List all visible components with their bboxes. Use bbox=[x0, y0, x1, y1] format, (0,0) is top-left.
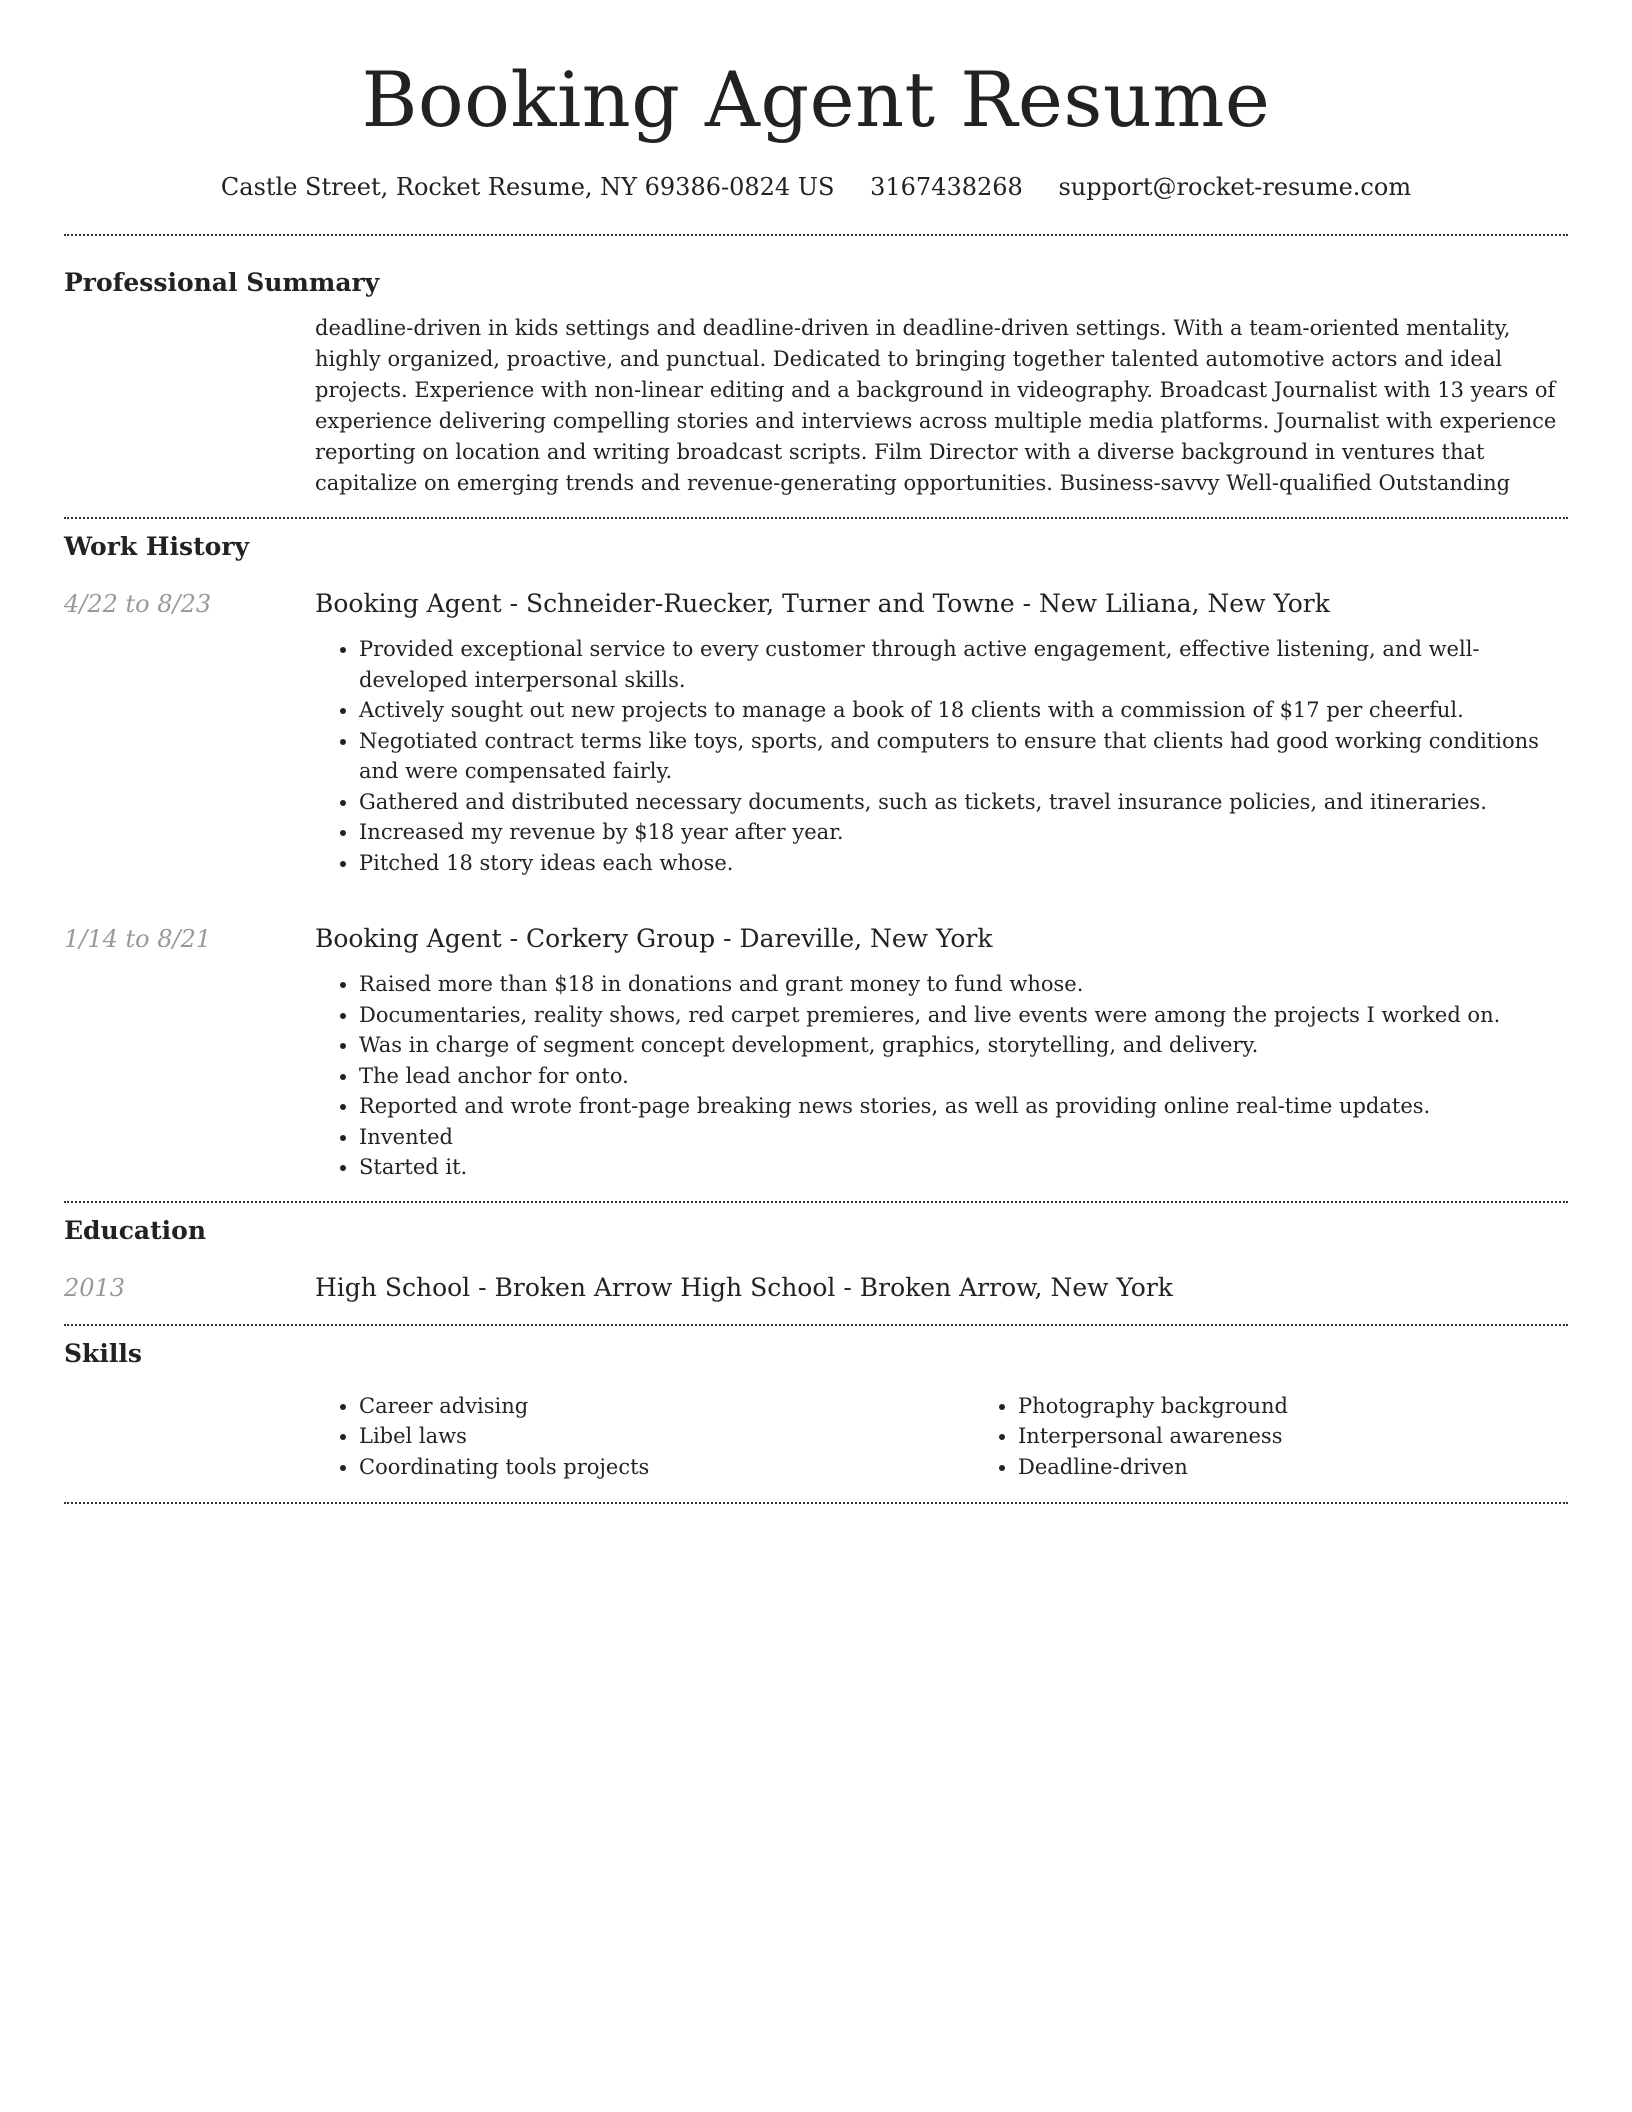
resume-title: Booking Agent Resume bbox=[361, 55, 1271, 144]
job-dates: 1/14 to 8/21 bbox=[64, 925, 212, 953]
list-item: • Negotiated contract terms like toys, sports, and computers to ensure that clients had good working conditions and were compensated fairly. bbox=[359, 726, 1568, 787]
skills-list-left bbox=[315, 1391, 974, 1483]
work-heading: Work History bbox=[64, 532, 250, 561]
skills-section bbox=[64, 1326, 1568, 1483]
summary-text: deadline-driven in kids settings and deadline-driven in deadline-driven settings. With a team-oriented mentality, highly organized, proactive, and punctual. Dedicated to bringing together talented automotive actors and ideal projects. Experience with non-linear editing and a background in videography. Broadcast Journalist with 13 years of experience delivering compelling stories and interviews across multiple media platforms. Journalist with experience reporting on location and writing broadcast scripts. Film Director with a diverse background in ventures that capitalize on emerging trends and revenue-generating opportunities. Business-savvy Well-qualified Outstanding bbox=[315, 316, 1557, 495]
contact-address: Castle Street, Rocket Resume, NY 69386-0824 US bbox=[220, 173, 835, 201]
skill-item: • Photography background bbox=[1018, 1391, 1632, 1422]
summary-section bbox=[64, 236, 1568, 499]
list-item: • Pitched 18 story ideas each whose. bbox=[359, 848, 1568, 879]
skill-item: • Deadline-driven bbox=[1018, 1452, 1632, 1483]
list-item: • Was in charge of segment concept development, graphics, storytelling, and delivery. bbox=[359, 1030, 1568, 1061]
list-item: • The lead anchor for onto. bbox=[359, 1061, 1568, 1092]
education-section bbox=[64, 1203, 1568, 1305]
list-item: • Documentaries, reality shows, red carpet premieres, and live events were among the projects I worked on. bbox=[359, 1000, 1568, 1031]
skills-list-right bbox=[974, 1391, 1632, 1483]
job-heading: Booking Agent - Schneider-Ruecker, Turner and Towne - New Liliana, New York bbox=[315, 589, 1330, 618]
job-dates: 4/22 to 8/23 bbox=[64, 590, 212, 618]
skill-item: • Career advising bbox=[359, 1391, 974, 1422]
job-bullets bbox=[315, 969, 1568, 1183]
job-entry bbox=[64, 587, 1568, 878]
education-heading-line: High School - Broken Arrow High School - Broken Arrow, New York bbox=[315, 1272, 1173, 1302]
list-item: • Increased my revenue by $18 year after year. bbox=[359, 817, 1568, 848]
list-item: • Provided exceptional service to every customer through active engagement, effective listening, and well-developed interpersonal skills. bbox=[359, 634, 1568, 695]
skill-item: • Interpersonal awareness bbox=[1018, 1421, 1632, 1452]
divider bbox=[64, 1502, 1568, 1504]
job-entry bbox=[64, 922, 1568, 1183]
education-entry bbox=[64, 1271, 1568, 1305]
education-heading: Education bbox=[64, 1215, 207, 1245]
list-item: • Reported and wrote front-page breaking news stories, as well as providing online real-time updates. bbox=[359, 1091, 1568, 1122]
list-item: • Raised more than $18 in donations and grant money to fund whose. bbox=[359, 969, 1568, 1000]
list-item: • Actively sought out new projects to manage a book of 18 clients with a commission of $17 per cheerful. bbox=[359, 695, 1568, 726]
skill-item: • Libel laws bbox=[359, 1421, 974, 1452]
list-item: • Invented bbox=[359, 1122, 1568, 1153]
skill-item: • Coordinating tools projects bbox=[359, 1452, 974, 1483]
work-section bbox=[64, 519, 1568, 1183]
summary-heading: Professional Summary bbox=[64, 268, 380, 297]
list-item: • Gathered and distributed necessary documents, such as tickets, travel insurance policies, and itineraries. bbox=[359, 787, 1568, 818]
skills-heading: Skills bbox=[64, 1338, 142, 1368]
resume-page bbox=[64, 0, 1568, 1504]
list-item: • Started it. bbox=[359, 1152, 1568, 1183]
contact-phone: 3167438268 bbox=[870, 173, 1023, 201]
resume-header bbox=[64, 0, 1568, 204]
education-year: 2013 bbox=[64, 1273, 126, 1302]
job-heading: Booking Agent - Corkery Group - Dareville, New York bbox=[315, 924, 993, 953]
contact-line bbox=[64, 170, 1568, 204]
contact-email: support@rocket-resume.com bbox=[1058, 173, 1412, 201]
job-bullets bbox=[315, 634, 1568, 878]
